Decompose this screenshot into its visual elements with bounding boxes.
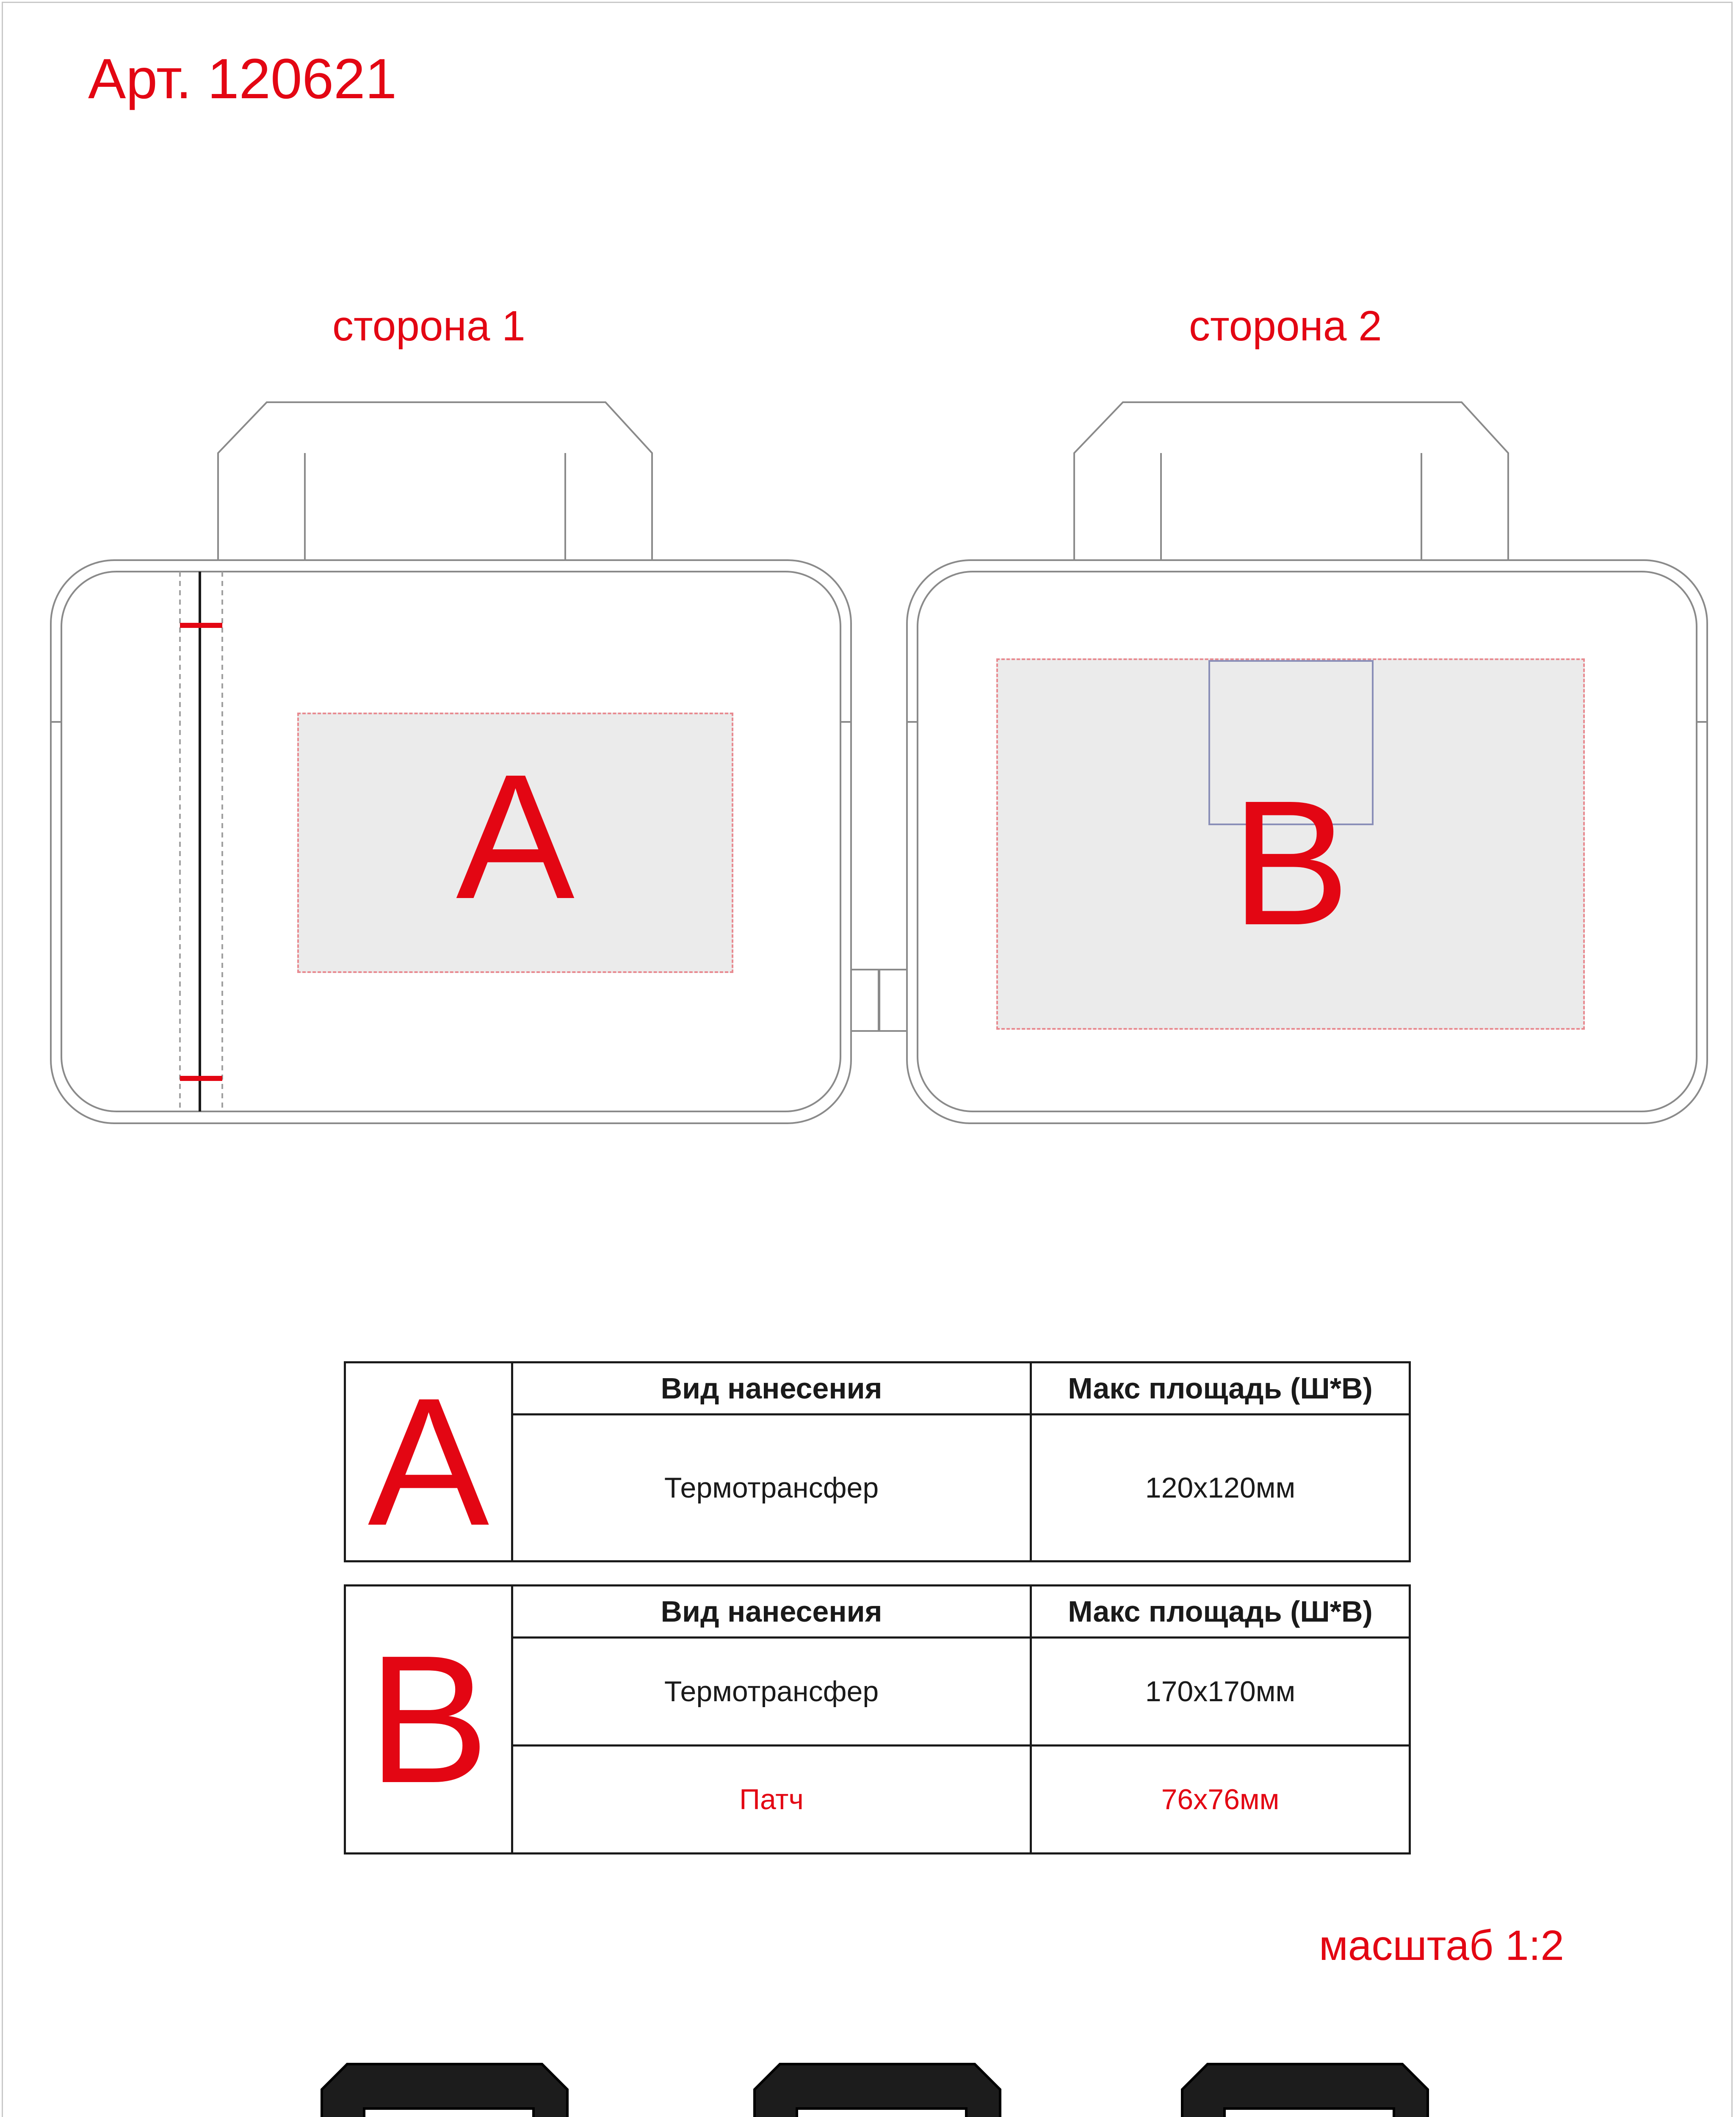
side-2-label: сторона 2 xyxy=(1189,302,1382,350)
table-a-area-header: Макс площадь (Ш*В) xyxy=(1031,1363,1410,1415)
table-a-method-header: Вид нанесения xyxy=(512,1363,1031,1415)
scale-label: масштаб 1:2 xyxy=(1319,1922,1564,1969)
bag-variant-1 xyxy=(237,2060,631,2117)
bag-variant-3 xyxy=(1097,2060,1491,2117)
table-a-method-cell: Термотрансфер xyxy=(512,1415,1031,1561)
table-b-method-header: Вид нанесения xyxy=(512,1586,1031,1638)
table-b-method-cell-1: Термотрансфер xyxy=(512,1638,1031,1746)
table-b-method-cell-2: Патч xyxy=(512,1746,1031,1854)
article-title: Арт. 120621 xyxy=(88,47,397,111)
spec-table-b xyxy=(344,1584,1411,1854)
table-a-letter: A xyxy=(345,1363,512,1561)
zone-a-letter: A xyxy=(456,738,575,936)
spec-table-a xyxy=(344,1361,1411,1562)
table-a-area-cell: 120х120мм xyxy=(1031,1415,1410,1561)
zone-b xyxy=(996,658,1585,1030)
zone-b-letter: B xyxy=(1231,764,1350,962)
table-b-area-cell-1: 170х170мм xyxy=(1031,1638,1410,1746)
table-b-area-header: Макс площадь (Ш*В) xyxy=(1031,1586,1410,1638)
table-b-area-cell-2: 76х76мм xyxy=(1031,1746,1410,1854)
bag-variant-2 xyxy=(670,2060,1064,2117)
zone-a xyxy=(297,713,733,973)
side-1-label: сторона 1 xyxy=(332,302,525,350)
table-b-letter: B xyxy=(345,1586,512,1854)
